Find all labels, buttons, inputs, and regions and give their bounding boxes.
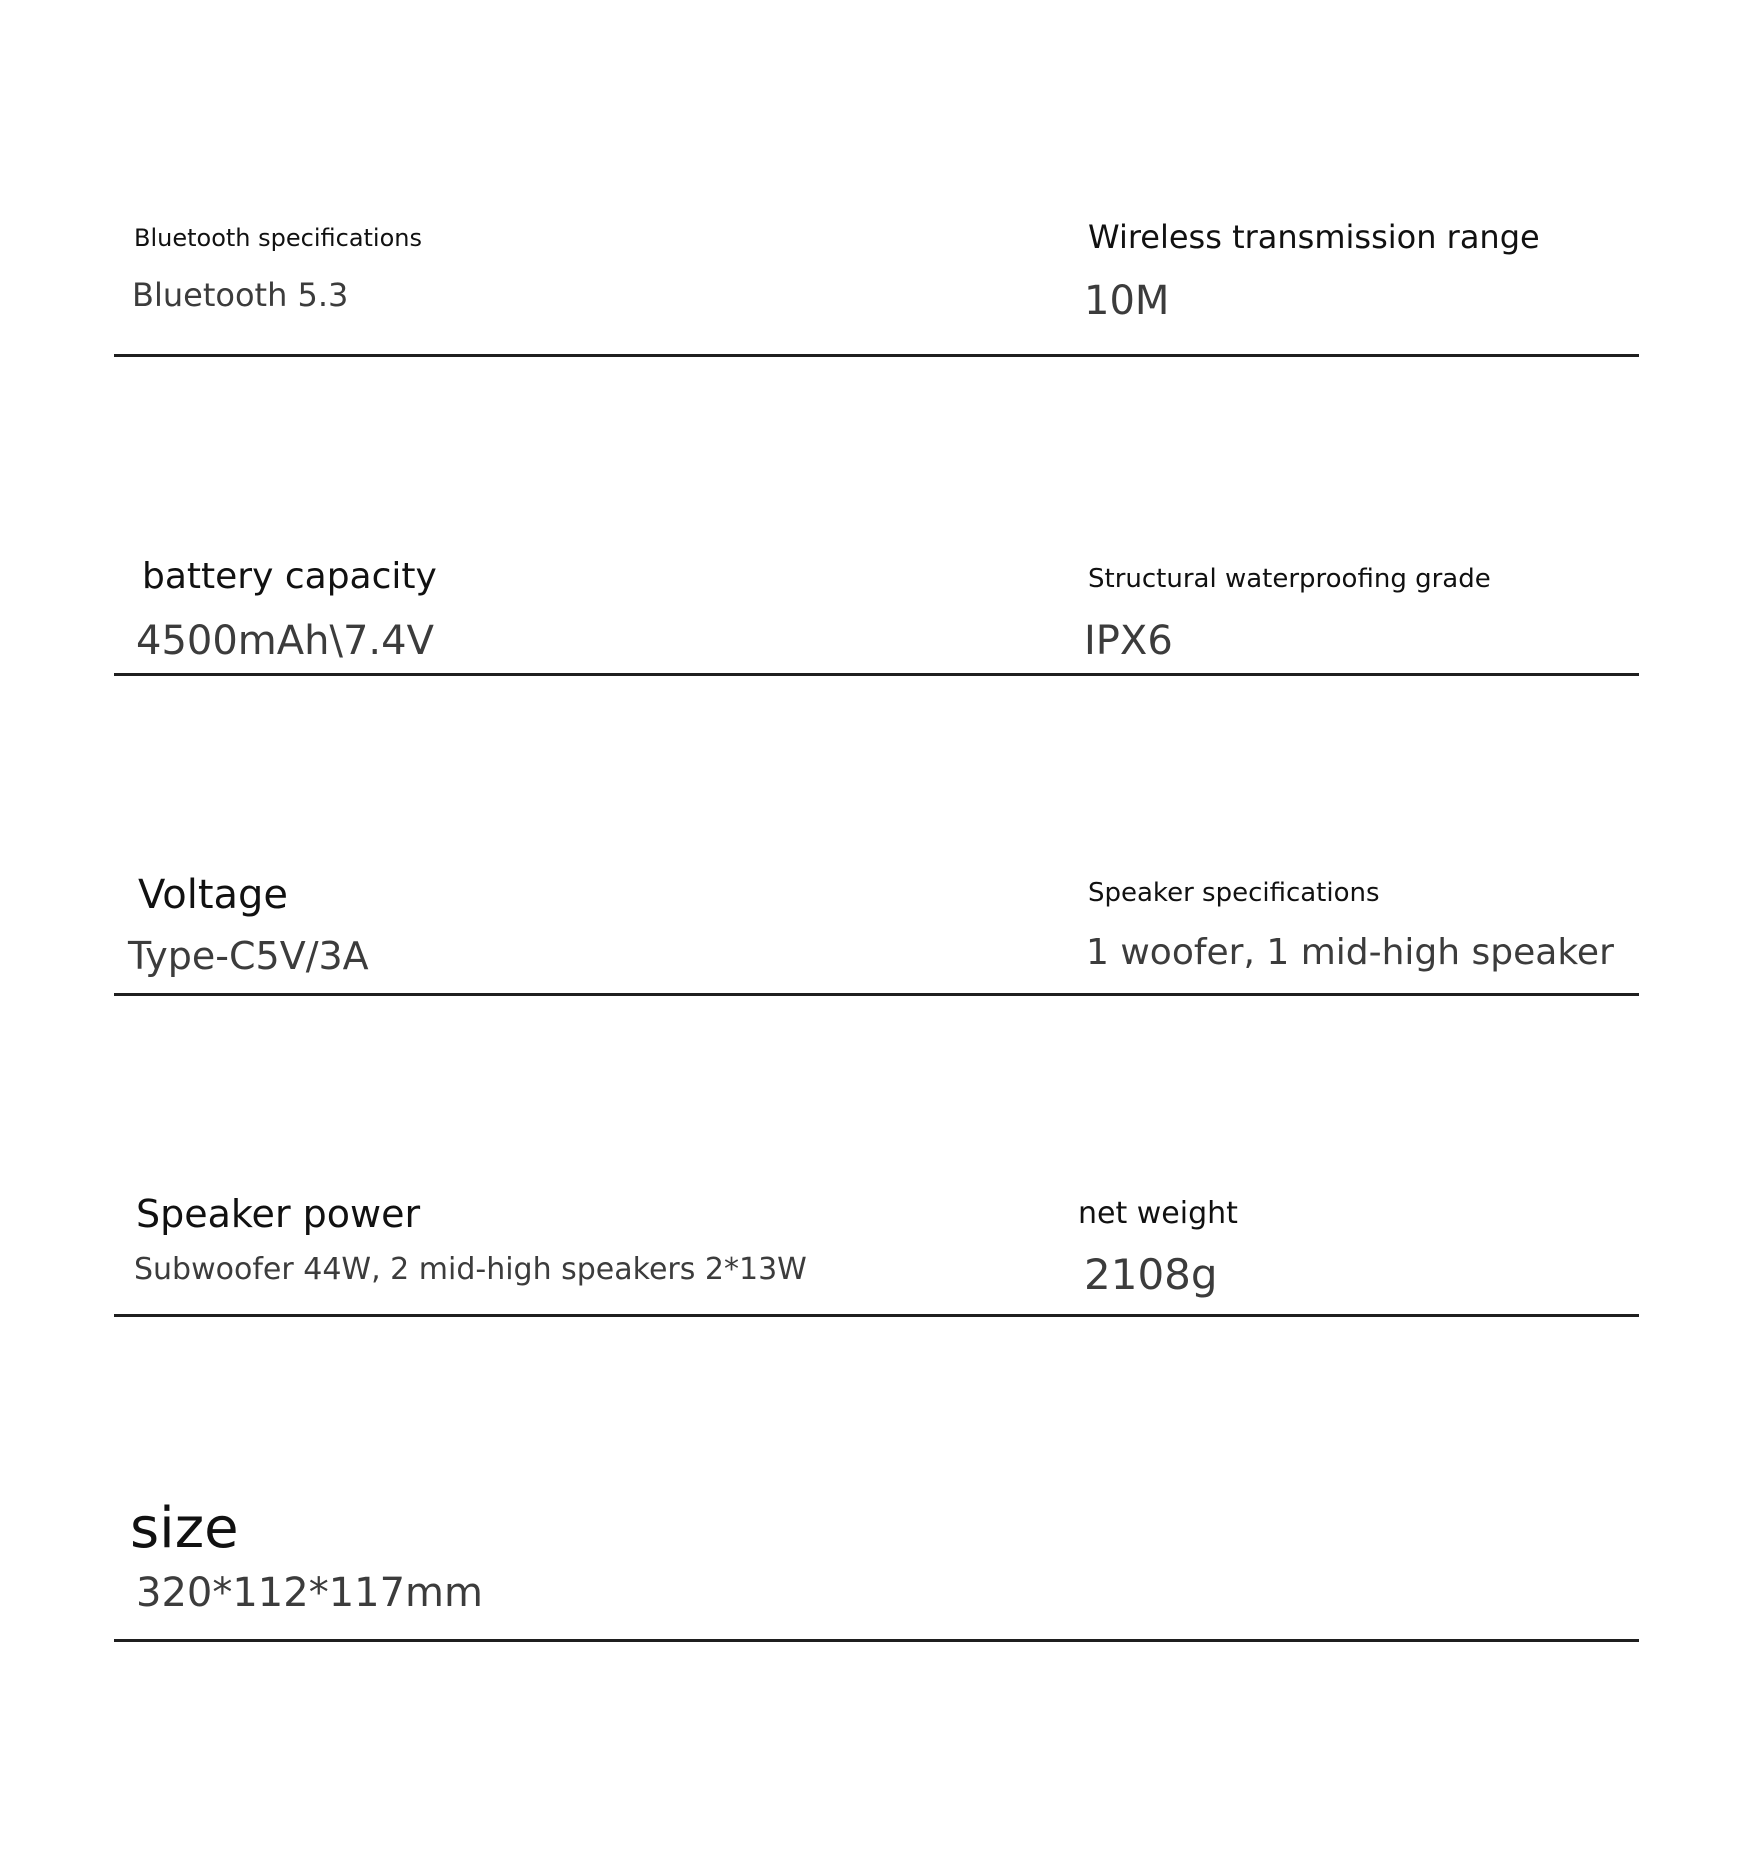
spec-value: 320*112*117mm — [136, 1570, 483, 1616]
row-divider — [114, 1314, 1639, 1317]
spec-value: 10M — [1084, 278, 1170, 324]
spec-row — [114, 860, 1639, 1000]
spec-value: 2108g — [1084, 1250, 1218, 1299]
spec-row — [114, 540, 1639, 680]
spec-label: Speaker power — [136, 1192, 421, 1236]
spec-row — [114, 1180, 1639, 1320]
spec-value: Type-C5V/3A — [128, 934, 369, 978]
row-divider — [114, 1639, 1639, 1642]
spec-label: net weight — [1078, 1196, 1238, 1231]
row-divider — [114, 993, 1639, 996]
spec-value: 4500mAh\7.4V — [136, 618, 434, 664]
row-divider — [114, 673, 1639, 676]
spec-value: Bluetooth 5.3 — [132, 276, 349, 314]
spec-label: battery capacity — [142, 556, 437, 597]
spec-row — [114, 200, 1639, 360]
spec-label: Bluetooth specifications — [134, 224, 422, 252]
spec-value: IPX6 — [1084, 618, 1173, 664]
spec-label: Wireless transmission range — [1088, 218, 1540, 256]
spec-label: Speaker specifications — [1088, 878, 1380, 908]
spec-label: size — [130, 1496, 239, 1561]
spec-label: Structural waterproofing grade — [1088, 564, 1491, 594]
spec-value: 1 woofer, 1 mid-high speaker — [1086, 932, 1614, 973]
spec-label: Voltage — [138, 872, 289, 918]
spec-value: Subwoofer 44W, 2 mid-high speakers 2*13W — [134, 1252, 807, 1287]
row-divider — [114, 354, 1639, 357]
spec-row — [114, 1496, 1639, 1656]
